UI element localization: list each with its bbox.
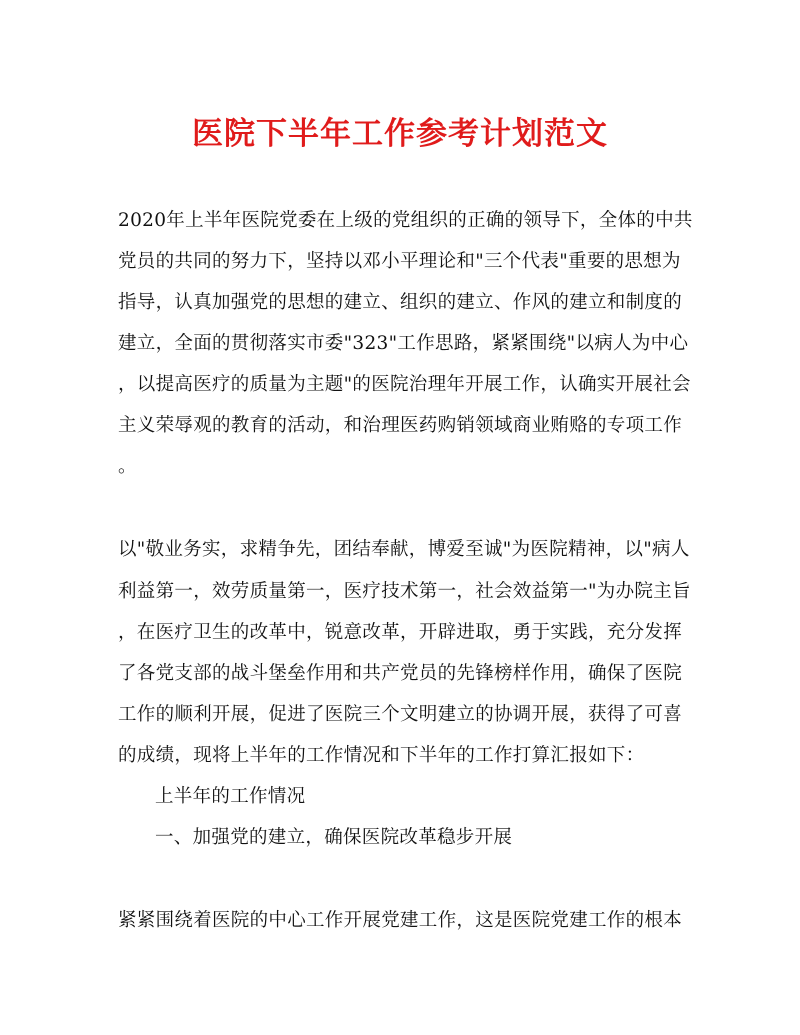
paragraph2-line-2: 利益第一，效劳质量第一，医疗技术第一，社会效益第一"为办院主旨 [118, 581, 691, 602]
paragraph1-line-4: 建立，全面的贯彻落实市委"323"工作思路，紧紧围绕"以病人为中心 [118, 333, 689, 354]
paragraph1-line-2: 党员的共同的努力下，坚持以邓小平理论和"三个代表"重要的思想为 [118, 251, 681, 272]
paragraph1-line-7: 。 [118, 456, 137, 477]
paragraph2-line-6: 的成绩，现将上半年的工作情况和下半年的工作打算汇报如下： [118, 745, 645, 766]
paragraph1-line-1: 2020年上半年医院党委在上级的党组织的正确的领导下，全体的中共 [118, 210, 693, 231]
paragraph1-line-3: 指导，认真加强党的思想的建立、组织的建立、作风的建立和制度的 [118, 292, 683, 313]
section-heading-party-building: 一、加强党的建立，确保医院改革稳步开展 [155, 827, 513, 848]
paragraph2-line-3: ，在医疗卫生的改革中，锐意改革，开辟进取，勇于实践，充分发挥 [118, 622, 683, 643]
document-title: 医院下半年工作参考计划范文 [192, 116, 608, 152]
paragraph3-line-1: 紧紧围绕着医院的中心工作开展党建工作，这是医院党建工作的根本 [118, 910, 683, 931]
paragraph2-line-4: 了各党支部的战斗堡垒作用和共产党员的先锋榜样作用，确保了医院 [118, 663, 683, 684]
paragraph2-line-1: 以"敬业务实，求精争先，团结奉献，博爱至诚"为医院精神，以"病人 [118, 539, 690, 560]
paragraph2-line-5: 工作的顺利开展，促进了医院三个文明建立的协调开展，获得了可喜 [118, 704, 683, 725]
section-heading-first-half: 上半年的工作情况 [155, 786, 306, 807]
paragraph1-line-5: ，以提高医疗的质量为主题"的医院治理年开展工作，认确实开展社会 [118, 374, 691, 395]
paragraph1-line-6: 主义荣辱观的教育的活动，和治理医药购销领域商业贿赂的专项工作 [118, 415, 683, 436]
